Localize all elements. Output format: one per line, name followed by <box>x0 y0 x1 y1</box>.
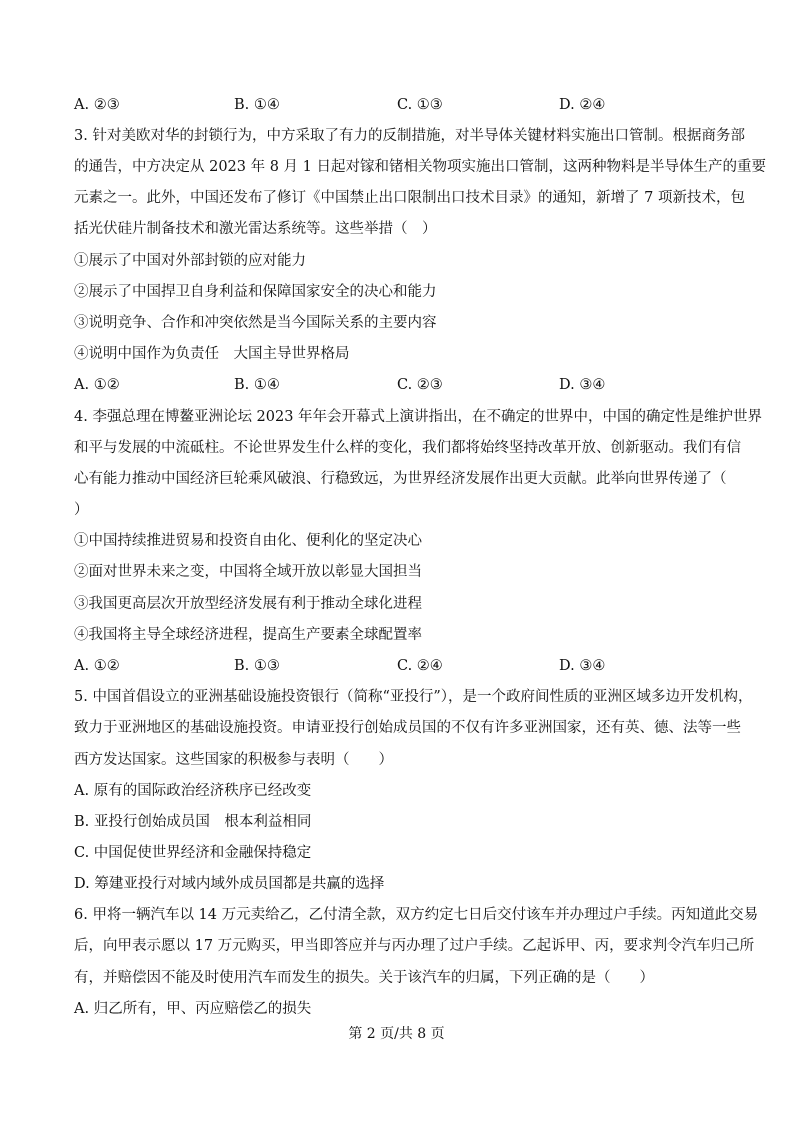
q4-option-d[interactable]: D. ③④ <box>559 658 606 674</box>
q3-stem-line: 的通告，中方决定从 2023 年 8 月 1 日起对镓和锗相关物项实施出口管制，这两种物料是半导体生产的重要 <box>74 159 767 175</box>
q6-stem-line: 后，向甲表示愿以 17 万元购买，甲当即答应并与丙办理了过户手续。乙起诉甲、丙，要求判令汽车归己所 <box>74 938 755 954</box>
q2-option-b[interactable]: B. ①④ <box>234 97 280 113</box>
q3-item-2: ②展示了中国捍卫自身利益和保障国家安全的决心和能力 <box>74 284 437 300</box>
q4-item-2: ②面对世界未来之变，中国将全域开放以彰显大国担当 <box>74 564 422 580</box>
q4-stem-line: 和平与发展的中流砥柱。不论世界发生什么样的变化，我们都将始终坚持改革开放、创新驱动。我们有信 <box>74 440 741 456</box>
q3-item-3: ③说明竞争、合作和冲突依然是当今国际关系的主要内容 <box>74 315 437 331</box>
q3-options <box>74 375 724 395</box>
q5-option-c[interactable]: C. 中国促使世界经济和金融保持稳定 <box>74 845 312 861</box>
q3-item-1: ①展示了中国对外部封锁的应对能力 <box>74 253 306 269</box>
q4-item-4: ④我国将主导全球经济进程，提高生产要素全球配置率 <box>74 627 422 643</box>
q4-option-c[interactable]: C. ②④ <box>397 658 443 674</box>
q5-option-b[interactable]: B. 亚投行创始成员国 根本利益相同 <box>74 814 312 830</box>
q5-option-d[interactable]: D. 筹建亚投行对域内域外成员国都是共赢的选择 <box>74 876 385 892</box>
q3-stem-line: 3. 针对美欧对华的封锁行为，中方采取了有力的反制措施，对半导体关键材料实施出口管制。根据商务部 <box>74 128 745 144</box>
q3-option-a[interactable]: A. ①② <box>74 377 120 393</box>
q3-option-d[interactable]: D. ③④ <box>559 377 606 393</box>
q3-stem-line: 元素之一。此外，中国还发布了修订《中国禁止出口限制出口技术目录》的通知，新增了 7 项新技术，包 <box>74 190 745 206</box>
q4-option-b[interactable]: B. ①③ <box>234 658 280 674</box>
q6-option-a[interactable]: A. 归乙所有，甲、丙应赔偿乙的损失 <box>74 1001 312 1017</box>
q5-stem-line: 致力于亚洲地区的基础设施投资。申请亚投行创始成员国的不仅有许多亚洲国家，还有英、德、法等一些 <box>74 720 741 736</box>
q5-stem-line: 5. 中国首倡设立的亚洲基础设施投资银行（简称“亚投行”），是一个政府间性质的亚洲区域多边开发机构， <box>74 689 753 705</box>
q4-stem-line: 心有能力推动中国经济巨轮乘风破浪、行稳致远，为世界经济发展作出更大贡献。此举向世界传递了（ <box>74 471 727 487</box>
q5-stem-line: 西方发达国家。这些国家的积极参与表明（ ） <box>74 752 393 768</box>
q3-option-b[interactable]: B. ①④ <box>234 377 280 393</box>
q2-option-a[interactable]: A. ②③ <box>74 97 120 113</box>
q5-option-a[interactable]: A. 原有的国际政治经济秩序已经改变 <box>74 783 312 799</box>
q4-stem-line: ） <box>74 502 89 518</box>
q3-option-c[interactable]: C. ②③ <box>397 377 443 393</box>
q2-option-c[interactable]: C. ①③ <box>397 97 443 113</box>
q4-stem-line: 4. 李强总理在博鳌亚洲论坛 2023 年年会开幕式上演讲指出，在不确定的世界中，中国的确定性是维护世界 <box>74 409 763 425</box>
q4-option-a[interactable]: A. ①② <box>74 658 120 674</box>
q3-item-4: ④说明中国作为负责任 大国主导世界格局 <box>74 346 350 362</box>
q6-stem-line: 有，并赔偿因不能及时使用汽车而发生的损失。关于该汽车的归属，下列正确的是（ ） <box>74 970 654 986</box>
page-footer: 第 2 页/共 8 页 <box>348 1026 445 1042</box>
q2-option-d[interactable]: D. ②④ <box>559 97 606 113</box>
q2-options <box>74 95 724 115</box>
q3-stem-line: 括光伏硅片制备技术和激光雷达系统等。这些举措（ ） <box>74 221 437 237</box>
q4-options <box>74 656 724 676</box>
q4-item-3: ③我国更高层次开放型经济发展有利于推动全球化进程 <box>74 596 422 612</box>
q6-stem-line: 6. 甲将一辆汽车以 14 万元卖给乙，乙付清全款，双方约定七日后交付该车并办理过户手续。丙知道此交易 <box>74 907 759 923</box>
q4-item-1: ①中国持续推进贸易和投资自由化、便利化的坚定决心 <box>74 533 422 549</box>
